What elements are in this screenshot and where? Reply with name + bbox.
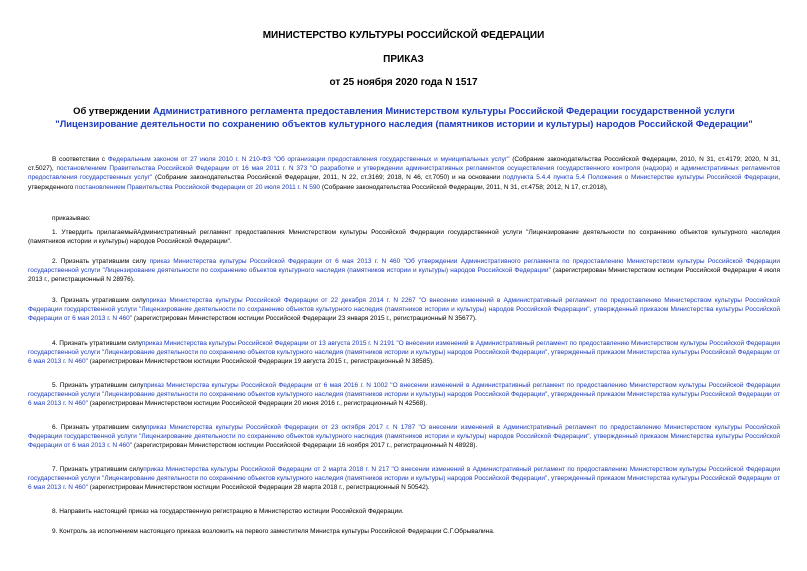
item-4-text: 4. Признать утратившим силу <box>52 340 142 347</box>
ministry-heading: МИНИСТЕРСТВО КУЛЬТУРЫ РОССИЙСКОЙ ФЕДЕРАЦИИ <box>262 30 545 41</box>
order-item-9: 9. Контроль за исполнением настоящего приказа возложить на первого заместителя Министра культуры Российской Федерации С.Г.Обрывалина. <box>52 528 495 535</box>
item-7-order-link[interactable]: приказ Министерства культуры Российской Федерации от 2 марта 2018 г. N 217 "О внесении изменений в Административный регламент по предоставлению Министерством культуры Российской Федерации государственной услуги "Лицензирование деятельности по сохранению объектов культурного наследия (памятников истории и культуры) народов Российской Федерации", утвержденный приказом Министерства культуры Российской Федерации от 6 мая 2013 г. N 460" <box>28 466 780 492</box>
item-2-registration: (зарегистрирован Министерством юстиции Российской Федерации 4 июля 2013 г., регистрационный N 28976). <box>28 267 780 284</box>
preamble-paragraph <box>28 155 780 192</box>
preamble-text-5: (Собрание законодательства Российской Федерации, 2011, N 31, ст.4758; 2012, N 17, ст.2018), <box>320 183 608 191</box>
government-decree-590-link[interactable]: постановлением Правительства Российской Федерации от 20 июля 2011 г. N 590 <box>75 183 321 191</box>
item-6-order-link[interactable]: приказ Министерства культуры Российской Федерации от 23 октября 2017 г. N 1787 "О внесении изменений в Административный регламент по предоставлению Министерством культуры Российской Федерации государственной услуги "Лицензирование деятельности по сохранению объектов культурного наследия (памятников истории и культуры) народов Российской Федерации", утвержденный приказом Министерства культуры Российской Федерации от 6 мая 2013 г. N 460" <box>28 424 780 450</box>
order-item-1 <box>28 228 780 246</box>
document-title <box>34 104 774 130</box>
order-item-4 <box>28 339 780 367</box>
item-2-text: 2. Признать утратившим силу <box>52 258 147 265</box>
item-3-order-link[interactable]: приказ Министерства культуры Российской Федерации от 22 декабря 2014 г. N 2267 "О внесении изменений в Административный регламент по предоставлению Министерством культуры Российской Федерации государственной услуги "Лицензирование деятельности по сохранению объектов культурного наследия (памятников истории и культуры) народов Российской Федерации", утвержденный приказом Министерства культуры Российской Федерации от 6 мая 2013 г. N 460" <box>28 297 780 323</box>
item-3-text: 3. Признать утратившим силу <box>52 297 146 304</box>
item-1-regulation-link[interactable]: Административный регламент предоставления Министерством культуры Российской Федерации государственной услуги "Лицензирование деятельности по сохранению объектов культурного наследия (памятников истории и культуры) народов Российской Федерации" <box>28 229 780 246</box>
document-type: ПРИКАЗ <box>383 54 424 65</box>
item-5-registration: (зарегистрирован Министерством юстиции Российской Федерации 20 июня 2016 г., регистрационный N 42568). <box>87 400 428 408</box>
preamble-text-3: (Собрание законодательства Российской Федерации, 2011, N 22, ст.3169; 2018, N 46, ст.7050) и на основании <box>152 174 503 182</box>
item-3-registration: (зарегистрирован Министерством юстиции Российской Федерации 23 января 2015 г., регистрационный N 35677). <box>132 315 477 323</box>
title-regulation-link[interactable]: Административного регламента предоставления Министерством культуры Российской Федерации государственной услуги "Лицензирование деятельности по сохранению объектов культурного наследия (памятников истории и культуры) народов Российской Федерации" <box>55 105 753 129</box>
document-date-number: от 25 ноября 2020 года N 1517 <box>329 77 478 88</box>
item-2-order-link[interactable]: приказ Министерства культуры Российской Федерации от 6 мая 2013 г. N 460 "Об утверждении Административного регламента по предоставлению Министерством культуры Российской Федерации государственной услуги "Лицензирование деятельности по сохранению объектов культурного наследия (памятников истории и культуры) народов Российской Федерации" <box>28 258 780 275</box>
item-7-registration: (зарегистрирован Министерством юстиции Российской Федерации 28 марта 2018 г., регистрационный N 50542). <box>87 484 430 492</box>
order-item-3 <box>28 296 780 324</box>
item-4-order-link[interactable]: приказ Министерства культуры Российской Федерации от 13 августа 2015 г. N 2191 "О внесении изменений в Административный регламент по предоставлению Министерством культуры Российской Федерации государственной услуги "Лицензирование деятельности по сохранению объектов культурного наследия (памятников истории и культуры) народов Российской Федерации", утвержденный приказом Министерства культуры Российской Федерации от 6 мая 2013 г. N 460" <box>28 340 780 366</box>
preamble-text-2: (Собрание законодательства Российской Федерации, 2010, N 31, ст.4179; 2020, N 31, ст.5027), <box>28 156 780 173</box>
orders-word: приказываю: <box>52 215 91 222</box>
item-7-text: 7. Признать утратившим силу <box>52 466 144 473</box>
federal-law-210-link[interactable]: Федеральным законом от 27 июля 2010 г. N 210-ФЗ "Об организации предоставления государственных и муниципальных услуг" <box>107 156 510 163</box>
preamble-text-1: В соответствии с <box>52 156 108 163</box>
item-6-registration: (зарегистрирован Министерством юстиции Российской Федерации 16 ноября 2017 г., регистрационный N 48928). <box>132 442 478 450</box>
order-item-8: 8. Направить настоящий приказ на государственную регистрацию в Министерство юстиции Российской Федерации. <box>52 508 404 515</box>
government-decree-373-link[interactable]: постановлением Правительства Российской Федерации от 16 мая 2011 г. N 373 "О разработке и утверждении административных регламентов осуществления государственного контроля (надзора) и административных регламентов предоставления государственных услуг" <box>28 165 780 182</box>
preamble-text-4: , утвержденного <box>28 174 780 191</box>
item-6-text: 6. Признать утратившим силу <box>52 424 147 431</box>
order-item-2 <box>28 257 780 285</box>
item-5-order-link[interactable]: приказ Министерства культуры Российской Федерации от 6 мая 2016 г. N 1002 "О внесении изменений в Административный регламент по предоставлению Министерством культуры Российской Федерации государственной услуги "Лицензирование деятельности по сохранению объектов культурного наследия (памятников истории и культуры) народов Российской Федерации", утвержденный приказом Министерства культуры Российской Федерации от 6 мая 2013 г. N 460" <box>28 382 780 408</box>
item-5-text: 5. Признать утратившим силу <box>52 382 144 389</box>
order-item-7 <box>28 465 780 493</box>
item-1-text: 1. Утвердить прилагаемый <box>52 229 138 236</box>
order-item-6 <box>28 423 780 451</box>
order-item-5 <box>28 381 780 409</box>
item-4-registration: (зарегистрирован Министерством юстиции Российской Федерации 19 августа 2015 г., регистрационный N 38585). <box>87 358 434 366</box>
regulation-5-4-4-link[interactable]: подпункта 5.4.4 пункта 5.4 Положения о Министерстве культуры Российской Федерации <box>502 174 779 182</box>
item-1-end: . <box>229 238 232 246</box>
title-prefix: Об утверждении <box>73 105 153 116</box>
